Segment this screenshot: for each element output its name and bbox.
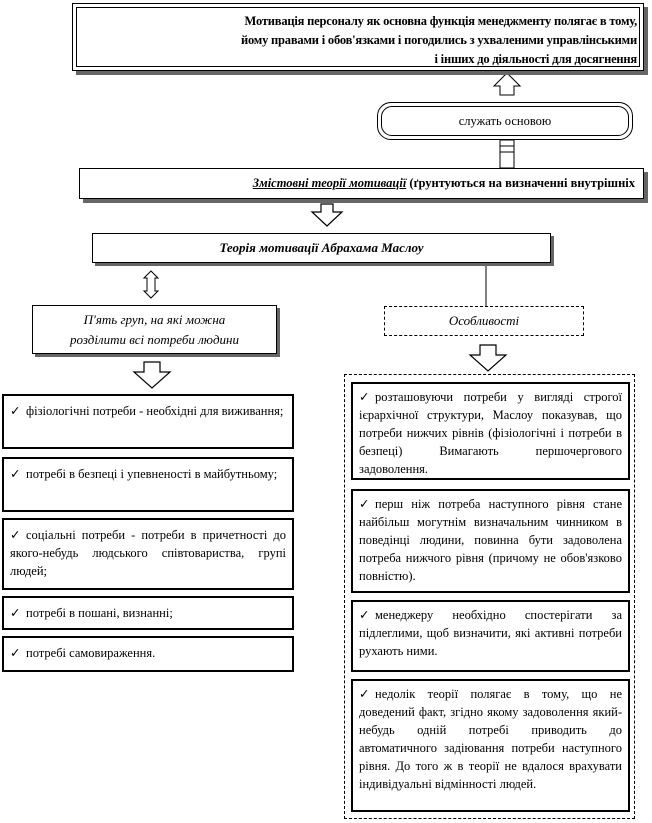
need-item: [2, 596, 294, 630]
down-arrow-to-features: [470, 345, 506, 371]
serve-as-basis-label: служать основою: [381, 106, 629, 136]
content-theories-rest: (ґрунтуються на визначенні внутрішніх: [406, 176, 635, 190]
need-item: [2, 457, 294, 512]
down-arrow-to-needs: [134, 362, 170, 388]
maslow-theory-box: Теорія мотивації Абрахама Маслоу: [92, 233, 551, 263]
feature-text: розташовуючи потреби у вигляді строгої ієрархічної структури, Маслоу показував, що потреби нижчих рівнів (фізіологічні і потреби в безпеці) Вимагають першочергового задоволення.: [359, 390, 622, 476]
feature-text: недолік теорії полягає в тому, що не доведений факт, згідно якому задоволення який-небудь одній потребі приводить до автоматичного задіювання потреби наступного рівня. До того ж в теорії не вдалося врахувати індивідуальні відмінності людей.: [359, 687, 622, 791]
motivation-definition-text: [97, 12, 637, 69]
down-arrow-to-theory: [312, 204, 342, 226]
need-item: [2, 636, 294, 672]
need-item: [2, 394, 294, 449]
check-icon: ✓: [359, 608, 370, 622]
title-line-2: йому правами і обов'язками і погодились з ухваленими управлінськими: [240, 33, 637, 47]
check-icon: ✓: [10, 646, 21, 660]
motivation-definition-box: [72, 3, 644, 71]
check-icon: ✓: [10, 606, 21, 620]
check-icon: ✓: [359, 687, 370, 701]
feature-text: менеджеру необхідно спостерігати за підлеглими, щоб визначити, які активні потреби рухають ними.: [359, 608, 622, 658]
up-arrow-to-title: [494, 73, 520, 95]
groups-line-1: П'ять груп, на які можна: [83, 312, 226, 327]
check-icon: ✓: [359, 497, 370, 511]
check-icon: ✓: [10, 404, 21, 418]
title-line-1: Мотивація персоналу як основна функція менеджменту полягає в тому,: [244, 14, 637, 28]
feature-item: [351, 382, 630, 480]
content-theories-emphasis: Змістовні теорії мотивації: [252, 176, 407, 190]
check-icon: ✓: [359, 390, 370, 404]
serve-as-basis-box: [377, 102, 633, 140]
need-item: [2, 518, 294, 590]
title-line-3: і інших до діяльності для досягнення: [434, 52, 637, 66]
need-text: потребі в пошані, визнанні;: [26, 606, 173, 620]
double-arrow-theory-groups: [144, 271, 158, 298]
content-theories-box: [79, 168, 644, 199]
need-text: потребі самовираження.: [26, 646, 156, 660]
need-text: потребі в безпеці і упевненості в майбутньому;: [26, 467, 278, 481]
feature-item: [351, 679, 630, 812]
feature-item: [351, 600, 630, 672]
five-groups-box: [32, 305, 277, 354]
groups-line-2: розділити всі потреби людини: [70, 332, 239, 347]
need-text: соціальні потреби - потреби в причетності до якого-небудь людського співтовариства, групі людей;: [10, 528, 286, 578]
features-box: Особливості: [384, 306, 584, 336]
check-icon: ✓: [10, 467, 21, 481]
need-text: фізіологічні потреби - необхідні для виживання;: [26, 404, 284, 418]
check-icon: ✓: [10, 528, 21, 542]
connector-serve-to-content: [500, 140, 514, 168]
feature-item: [351, 489, 630, 593]
content-theories-text: [253, 176, 635, 191]
feature-text: перш ніж потреба наступного рівня стане найбільш могутнім визначальним чинником в поведінці людини, повинна бути задоволена потреба нижчого рівня (причому не обов'язково повністю).: [359, 497, 622, 583]
